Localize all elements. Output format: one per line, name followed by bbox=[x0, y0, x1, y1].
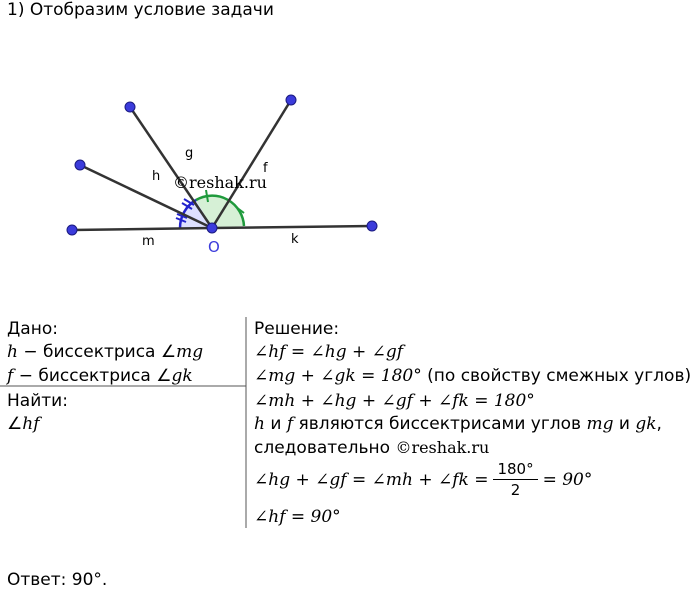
point-m bbox=[67, 225, 77, 235]
given-heading: Дано: bbox=[7, 319, 58, 339]
solution-line-4 bbox=[254, 414, 662, 434]
fraction-denominator: 2 bbox=[510, 481, 521, 499]
solution-eq-3: ∠mh + ∠hg + ∠gf + ∠fk = 180° bbox=[254, 391, 535, 411]
solution-line-5-text: следовательно bbox=[254, 438, 391, 458]
point-k bbox=[367, 221, 377, 231]
solution-line-4-text: являются биссектрисами углов bbox=[293, 414, 587, 434]
ray-g bbox=[130, 107, 212, 228]
solution-eq-6-lhs: ∠hg + ∠gf = ∠mh + ∠fk = bbox=[254, 469, 489, 490]
given-line-2-var: f bbox=[7, 366, 14, 386]
solution-eq-6-rhs: = 90° bbox=[542, 469, 593, 490]
label-k: k bbox=[291, 232, 299, 247]
point-h bbox=[75, 160, 85, 170]
answer: Ответ: 90°. bbox=[7, 570, 108, 590]
solution-line-4-and-2: и bbox=[613, 414, 636, 434]
label-f: f bbox=[263, 161, 268, 176]
solution-eq-6 bbox=[254, 460, 592, 499]
point-g bbox=[125, 102, 135, 112]
label-o: O bbox=[208, 238, 220, 256]
label-h: h bbox=[152, 169, 161, 184]
solution-eq-6-fraction bbox=[493, 460, 537, 499]
given-line-2 bbox=[7, 366, 193, 386]
solution-heading: Решение: bbox=[254, 319, 340, 339]
solution-line-4-comma: , bbox=[656, 414, 662, 434]
watermark-diagram: ©reshak.ru bbox=[173, 173, 267, 192]
label-g: g bbox=[185, 146, 194, 161]
label-m: m bbox=[142, 234, 155, 249]
solution-line-4-f: f bbox=[286, 414, 294, 434]
given-line-2-text: − биссектриса ∠ bbox=[13, 366, 172, 386]
given-line-1 bbox=[7, 342, 203, 362]
find-angle bbox=[7, 414, 40, 434]
solution-eq-2-math: ∠mg + ∠gk = 180° bbox=[254, 366, 422, 386]
find-heading: Найти: bbox=[7, 391, 68, 411]
solution-line-4-and-1: и bbox=[264, 414, 287, 434]
given-line-1-var: h bbox=[7, 342, 18, 362]
solution-line-4-h: h bbox=[254, 414, 265, 434]
page-title: 1) Отобразим условие задачи bbox=[7, 0, 274, 20]
solution-line-5 bbox=[254, 438, 489, 458]
fraction-numerator: 180° bbox=[493, 460, 537, 480]
solution-line-4-mg: mg bbox=[586, 414, 614, 434]
given-line-2-angle: gk bbox=[171, 366, 193, 386]
given-line-1-text: − биссектриса ∠ bbox=[17, 342, 177, 362]
solution-eq-2-text: (по свойству смежных углов) bbox=[421, 366, 692, 386]
find-angle-name: hf bbox=[22, 414, 40, 434]
solution-eq-2 bbox=[254, 366, 691, 386]
solution-eq-7: ∠hf = 90° bbox=[254, 507, 341, 527]
ray-f bbox=[212, 100, 291, 228]
ray-m bbox=[72, 228, 212, 230]
given-line-1-angle: mg bbox=[176, 342, 204, 362]
solution-eq-1: ∠hf = ∠hg + ∠gf bbox=[254, 342, 404, 362]
point-o bbox=[207, 223, 217, 233]
watermark-solution: ©reshak.ru bbox=[395, 438, 490, 457]
solution-line-4-gk: gk bbox=[635, 414, 657, 434]
find-angle-symbol: ∠ bbox=[7, 414, 23, 434]
point-f bbox=[286, 95, 296, 105]
